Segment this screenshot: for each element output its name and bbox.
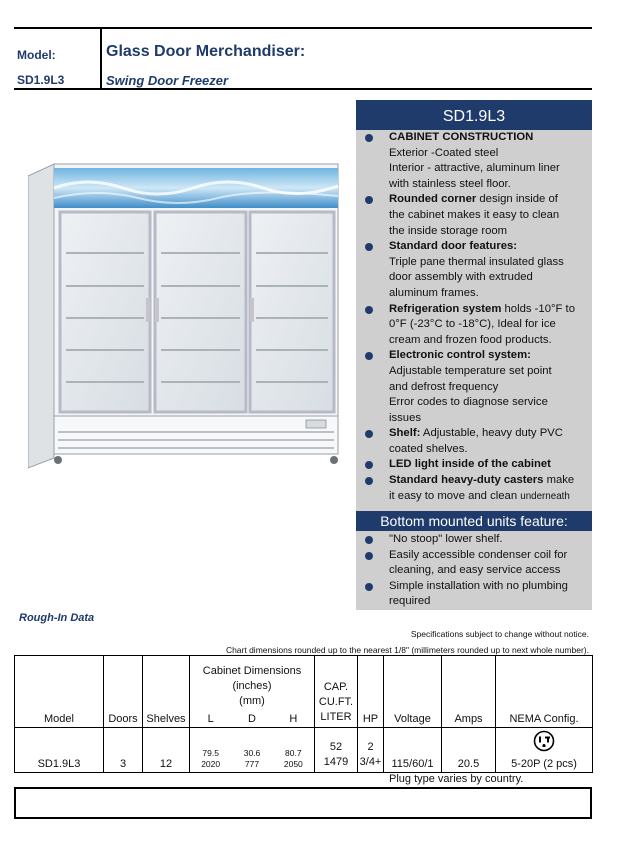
feature-line — [389, 489, 590, 505]
cell-shelves: 12 — [143, 728, 190, 773]
feature-line — [389, 286, 590, 302]
bottom-feature-list — [356, 531, 592, 610]
feature-text: Interior - attractive, aluminum liner — [389, 162, 560, 175]
feature-text: it easy to move and clean — [389, 489, 521, 502]
feature-text: cleaning, and easy service access — [389, 564, 561, 577]
feature-line — [389, 426, 590, 442]
bullet-icon — [365, 536, 373, 544]
feature-text: required — [389, 595, 431, 608]
col-model: Model — [15, 656, 104, 728]
footer-box — [14, 787, 592, 819]
nema-5-20p-outlet-icon — [533, 730, 555, 752]
col-shelves: Shelves — [143, 656, 190, 728]
length-inches: 79.5 — [202, 748, 219, 758]
capacity-liter: 1479 — [323, 756, 349, 768]
cell-doors: 3 — [104, 728, 143, 773]
cuft-label: CU.FT. — [318, 696, 354, 708]
col-amps: Amps — [442, 656, 496, 728]
feature-text: 0°F (-23°C to -18°C), Ideal for ice — [389, 318, 556, 331]
feature-line — [389, 548, 590, 564]
feature-text: Error codes to diagnose service — [389, 396, 548, 409]
feature-small-text: underneath — [520, 490, 570, 502]
feature-item — [360, 348, 590, 426]
cell-nema — [496, 728, 593, 773]
feature-bold-text: Rounded corner — [389, 193, 477, 206]
model-cell — [14, 29, 102, 88]
bottom-units-heading: Bottom mounted units feature: — [356, 511, 592, 531]
feature-line — [389, 177, 590, 193]
cell-model: SD1.9L3 — [15, 728, 104, 773]
rounding-note: Chart dimensions rounded up to the nearest 1/8" (millimeters rounded up to next whole number). — [225, 645, 589, 655]
feature-bold-text: Refrigeration system — [389, 302, 502, 315]
feature-text: Adjustable temperature set point — [389, 364, 552, 377]
feature-line — [389, 380, 590, 396]
feature-line — [389, 255, 590, 271]
feature-line — [389, 161, 590, 177]
feature-bold-text: Shelf: — [389, 427, 421, 440]
bullet-icon — [365, 461, 373, 469]
feature-line — [389, 442, 590, 458]
feature-line — [389, 239, 590, 255]
feature-text: door assembly with extruded — [389, 271, 533, 284]
hp-fraction: 3/4+ — [359, 756, 382, 768]
feature-line — [389, 563, 590, 579]
feature-line — [389, 208, 590, 224]
feature-line — [389, 270, 590, 286]
feature-text: Simple installation with no plumbing — [389, 579, 568, 592]
col-height: H — [289, 713, 298, 725]
nema-value: 5-20P (2 pcs) — [511, 758, 577, 770]
col-nema: NEMA Config. — [496, 656, 593, 728]
feature-line — [389, 317, 590, 333]
bullet-icon — [365, 430, 373, 438]
feature-item — [360, 130, 590, 192]
table-row — [15, 728, 593, 773]
feature-text: cream and frozen food products. — [389, 333, 552, 346]
feature-line — [389, 130, 590, 146]
feature-item — [360, 532, 590, 548]
feature-item — [360, 192, 590, 239]
depth-inches: 30.6 — [243, 748, 261, 758]
capacity-cuft: 52 — [329, 741, 343, 753]
feature-item — [360, 457, 590, 473]
model-label: Model: — [17, 48, 56, 62]
bullet-icon — [365, 134, 373, 142]
depth-mm: 777 — [244, 759, 260, 769]
bullet-icon — [365, 243, 373, 251]
col-length: L — [207, 713, 214, 725]
feature-text: holds -10°F to — [501, 302, 575, 315]
feature-text: Adjustable, heavy duty PVC — [420, 427, 563, 440]
feature-text: make — [543, 474, 575, 487]
feature-item — [360, 473, 590, 504]
rough-in-table — [14, 655, 593, 773]
col-cabinet-dimensions — [190, 656, 315, 728]
feature-line — [389, 579, 590, 595]
feature-item — [360, 426, 590, 457]
bullet-icon — [365, 306, 373, 314]
feature-text: the inside storage room — [389, 224, 508, 237]
feature-text: Exterior -Coated steel — [389, 146, 499, 159]
feature-bold-text: Electronic control system: — [389, 349, 531, 362]
cell-voltage: 115/60/1 — [384, 728, 442, 773]
feature-line — [389, 395, 590, 411]
feature-text: Easily accessible condenser coil for — [389, 548, 568, 561]
feature-text: coated shelves. — [389, 442, 468, 455]
length-mm: 2020 — [201, 759, 221, 769]
feature-line — [389, 224, 590, 240]
feature-item — [360, 579, 590, 610]
col-depth: D — [248, 713, 256, 725]
feature-text: and defrost frequency — [389, 380, 499, 393]
feature-line — [389, 364, 590, 380]
feature-item — [360, 548, 590, 579]
col-doors: Doors — [104, 656, 143, 728]
col-hp: HP — [358, 656, 384, 728]
feature-text: the cabinet makes it easy to clean — [389, 208, 560, 221]
cap-label: CAP. — [323, 681, 349, 693]
bullet-icon — [365, 352, 373, 360]
feature-text: with stainless steel floor. — [389, 177, 511, 190]
feature-text: design inside of — [476, 193, 558, 206]
feature-text: aluminum frames. — [389, 286, 479, 299]
feature-text: Triple pane thermal insulated glass — [389, 255, 564, 268]
rough-in-heading: Rough-In Data — [19, 612, 95, 624]
model-code: SD1.9L3 — [17, 73, 65, 87]
feature-list — [356, 130, 592, 504]
bullet-icon — [365, 196, 373, 204]
feature-line — [389, 146, 590, 162]
plug-type-note: Plug type varies by country. — [389, 773, 524, 785]
page-title: Glass Door Merchandiser: — [106, 43, 306, 60]
cell-amps: 20.5 — [442, 728, 496, 773]
feature-line — [389, 192, 590, 208]
feature-line — [389, 473, 590, 489]
table-header-row — [15, 656, 593, 728]
cell-dimensions — [190, 728, 315, 773]
bullet-icon — [365, 552, 373, 560]
feature-line — [389, 457, 590, 473]
feature-line — [389, 594, 590, 610]
col-capacity — [315, 656, 358, 728]
feature-text: "No stoop" lower shelf. — [389, 533, 503, 545]
height-inches: 80.7 — [285, 748, 302, 758]
feature-bold-text: Standard heavy-duty casters — [389, 474, 544, 487]
feature-line — [389, 411, 590, 427]
bullet-icon — [365, 583, 373, 591]
feature-line — [389, 348, 590, 364]
feature-line — [389, 532, 590, 548]
freezer-product-image — [28, 158, 348, 476]
spec-panel — [356, 100, 592, 610]
feature-item — [360, 239, 590, 301]
cell-hp — [358, 728, 384, 773]
feature-bold-text: Standard door features: — [389, 240, 518, 253]
feature-line — [389, 302, 590, 318]
liter-label: LITER — [320, 711, 352, 723]
col-voltage: Voltage — [384, 656, 442, 728]
height-mm: 2050 — [283, 759, 303, 769]
cab-dims-mm: (mm) — [239, 695, 265, 707]
feature-bold-text: LED light inside of the cabinet — [389, 458, 551, 471]
cab-dims-title: Cabinet Dimensions — [202, 665, 302, 677]
feature-line — [389, 333, 590, 349]
feature-text: issues — [389, 411, 422, 424]
spec-sheet-header — [14, 27, 592, 90]
spec-heading: SD1.9L3 — [356, 100, 592, 130]
feature-item — [360, 302, 590, 349]
bullet-icon — [365, 477, 373, 485]
hp-value: 2 — [367, 741, 374, 753]
feature-bold-text: CABINET CONSTRUCTION — [389, 131, 534, 143]
page-subtitle: Swing Door Freezer — [106, 73, 229, 88]
cell-capacity — [315, 728, 358, 773]
cab-dims-inches: (inches) — [232, 680, 272, 692]
spec-change-note: Specifications subject to change without notice. — [410, 629, 589, 639]
